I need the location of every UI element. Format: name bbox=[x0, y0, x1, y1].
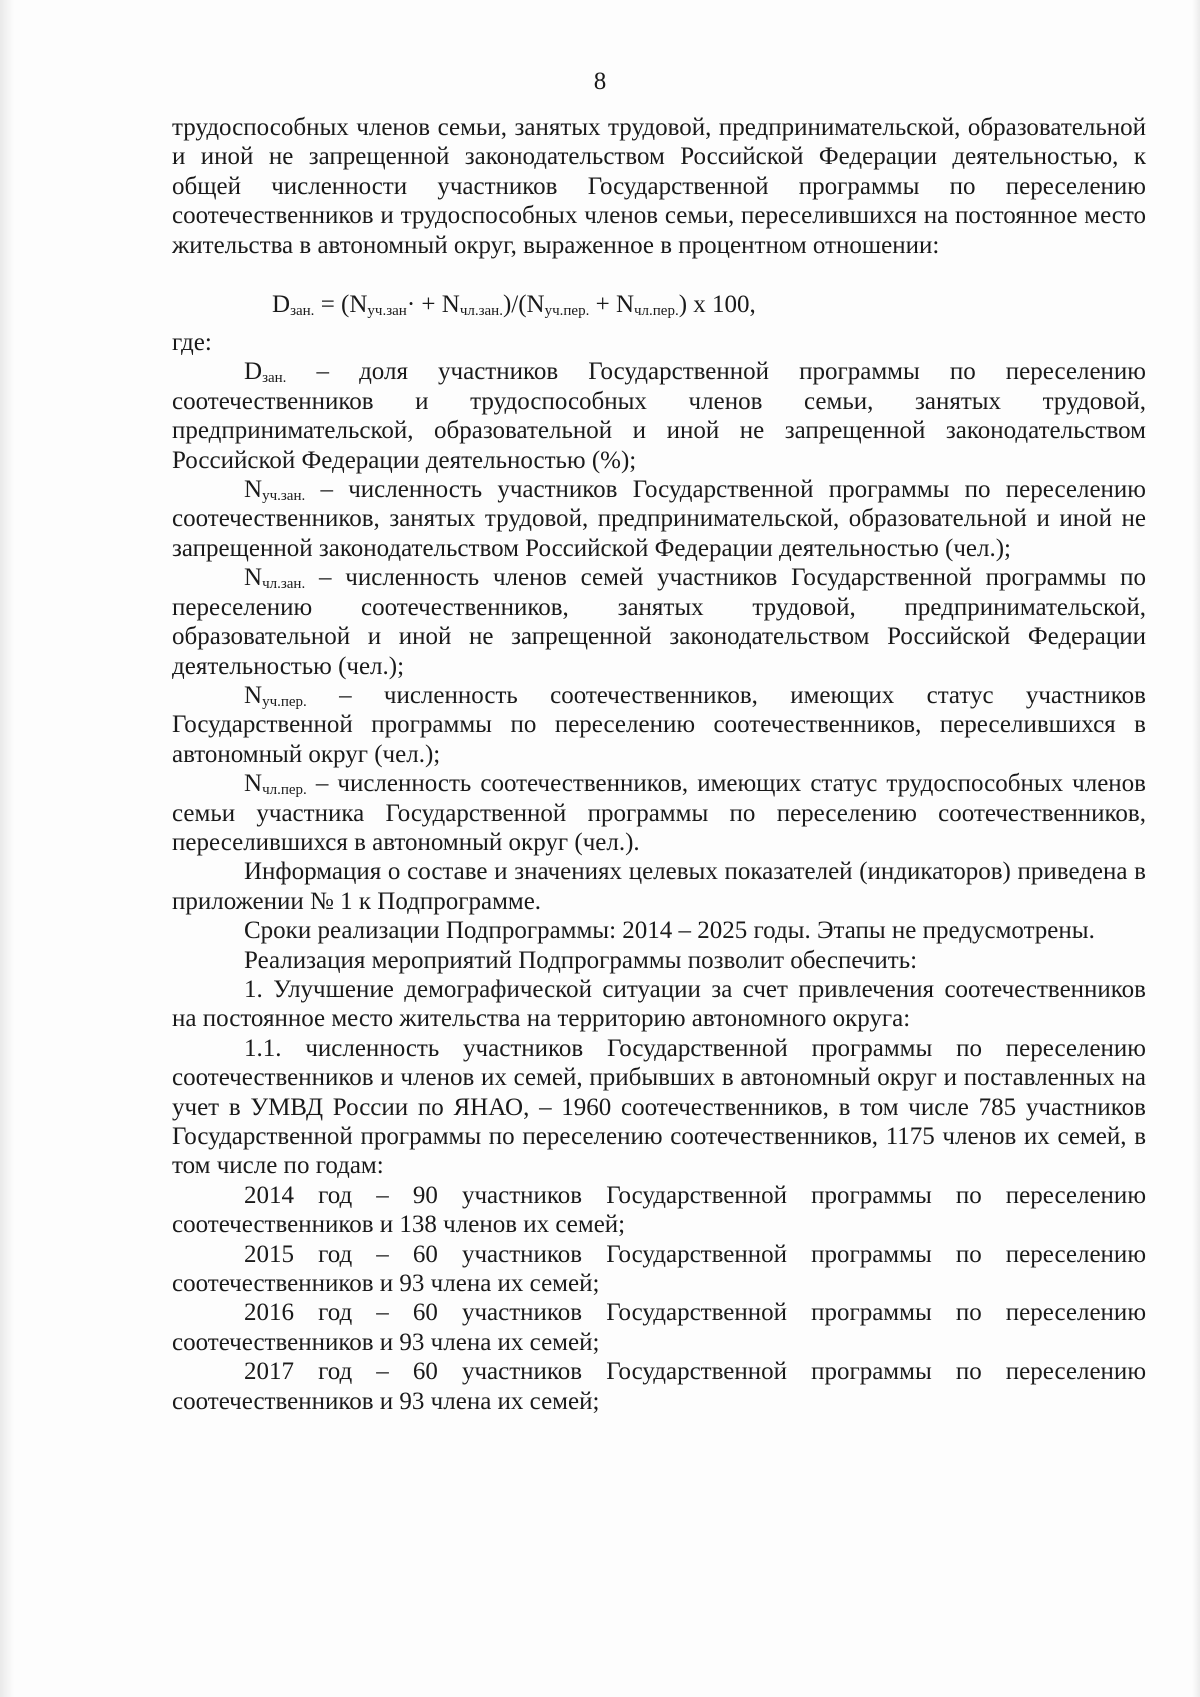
scan-left-edge bbox=[0, 0, 14, 1697]
spacer bbox=[172, 260, 1146, 282]
intro-paragraph: трудоспособных членов семьи, занятых трудовой, предпринимательской, образовательной и иной не запрещенной законодательством Российской Федерации деятельностью, к общей численности участников Государственной программы по переселению соотечественников и трудоспособных членов семьи, переселившихся на постоянное место жительства в автономный округ, выраженное в процентном отношении: bbox=[172, 114, 1146, 259]
year-2017-paragraph: 2017 год – 60 участников Государственной программы по переселению соотечественников и 93 члена их семей; bbox=[172, 1358, 1146, 1415]
definition-text: – численность соотечественников, имеющих статус участников Государственной программы по переселению соотечественников, переселившихся в автономный округ (чел.); bbox=[172, 681, 1146, 768]
formula-n3-sub: уч.пер. bbox=[544, 303, 590, 320]
document-body bbox=[172, 113, 1146, 1416]
year-2014-paragraph: 2014 год – 90 участников Государственной программы по переселению соотечественников и 138 членов их семей; bbox=[172, 1181, 1146, 1239]
definition-subscript: чл.пер. bbox=[262, 782, 307, 799]
definition-symbol: N bbox=[244, 770, 263, 798]
definition-d-zan bbox=[172, 357, 1146, 475]
definition-symbol: D bbox=[244, 358, 263, 386]
definition-subscript: зан. bbox=[262, 370, 287, 387]
formula-plus1: · + N bbox=[406, 291, 460, 319]
definition-symbol: N bbox=[244, 476, 263, 504]
page-number: 8 bbox=[593, 68, 607, 95]
formula-d: D bbox=[272, 291, 291, 319]
definition-n-chl-per bbox=[172, 769, 1146, 857]
year-2016-paragraph: 2016 год – 60 участников Государственной программы по переселению соотечественников и 93 члена их семей; bbox=[172, 1299, 1146, 1356]
formula-d-sub: зан. bbox=[290, 303, 315, 320]
item-1-1-paragraph: 1.1. численность участников Государственной программы по переселению соотечественников и членов их семей, прибывших в автономный округ и поставленных на учет в УМВД России по ЯНАО, – 1960 соотечественников, в том числе 785 участников Государственной программы по переселению соотечественников, 1175 членов их семей, в том числе по годам: bbox=[172, 1034, 1146, 1180]
item-1-paragraph: 1. Улучшение демографической ситуации за счет привлечения соотечественников на постоянное место жительства на территорию автономного округа: bbox=[172, 975, 1146, 1033]
definition-subscript: чл.зан. bbox=[262, 576, 306, 593]
formula-tail: ) x 100, bbox=[678, 291, 756, 319]
formula-mid: )/(N bbox=[502, 291, 545, 319]
formula-n1-sub: уч.зан bbox=[367, 303, 407, 320]
definition-text: – численность соотечественников, имеющих статус трудоспособных членов семьи участника Государственной программы по переселению соотечественников, переселившихся в автономный округ (чел.). bbox=[172, 770, 1146, 856]
terms-paragraph: Сроки реализации Подпрограммы: 2014 – 2025 годы. Этапы не предусмотрены. bbox=[244, 917, 1095, 945]
formula bbox=[172, 282, 1146, 328]
where-label: где: bbox=[172, 329, 212, 357]
formula-n2-sub: чл.зан. bbox=[459, 303, 503, 320]
scan-right-edge bbox=[1192, 0, 1200, 1697]
formula-n4-sub: чл.пер. bbox=[634, 303, 679, 320]
definition-n-uch-per bbox=[172, 681, 1146, 769]
formula-plus2: + N bbox=[589, 291, 634, 319]
definition-n-chl-zan bbox=[172, 563, 1146, 681]
definition-text: – численность членов семей участников Государственной программы по переселению соотечественников, занятых трудовой, предпринимательской, образовательной и иной не запрещенной законодательством Российской Федерации деятельностью (чел.); bbox=[172, 564, 1146, 680]
definition-subscript: уч.пер. bbox=[262, 693, 307, 710]
definition-text: – доля участников Государственной программы по переселению соотечественников и трудоспособных членов семьи, занятых трудовой, предпринимательской, образовательной и иной не запрещенной законодательством Российской Федерации деятельностью (%); bbox=[172, 358, 1146, 474]
year-2015-paragraph: 2015 год – 60 участников Государственной программы по переселению соотечественников и 93 члена их семей; bbox=[172, 1240, 1146, 1298]
realization-paragraph: Реализация мероприятий Подпрограммы позволит обеспечить: bbox=[244, 946, 918, 974]
definition-n-uch-zan bbox=[172, 475, 1146, 563]
definition-text: – численность участников Государственной программы по переселению соотечественников, занятых трудовой, предпринимательской, образовательной и иной не запрещенной законодательством Российской Федерации деятельностью (чел.); bbox=[172, 476, 1146, 562]
definition-symbol: N bbox=[244, 681, 263, 709]
definition-symbol: N bbox=[244, 564, 263, 592]
formula-eq-open: = (N bbox=[314, 291, 368, 319]
definition-subscript: уч.зан. bbox=[262, 488, 306, 505]
info-paragraph: Информация о составе и значениях целевых показателей (индикаторов) приведена в приложении № 1 к Подпрограмме. bbox=[172, 858, 1146, 915]
